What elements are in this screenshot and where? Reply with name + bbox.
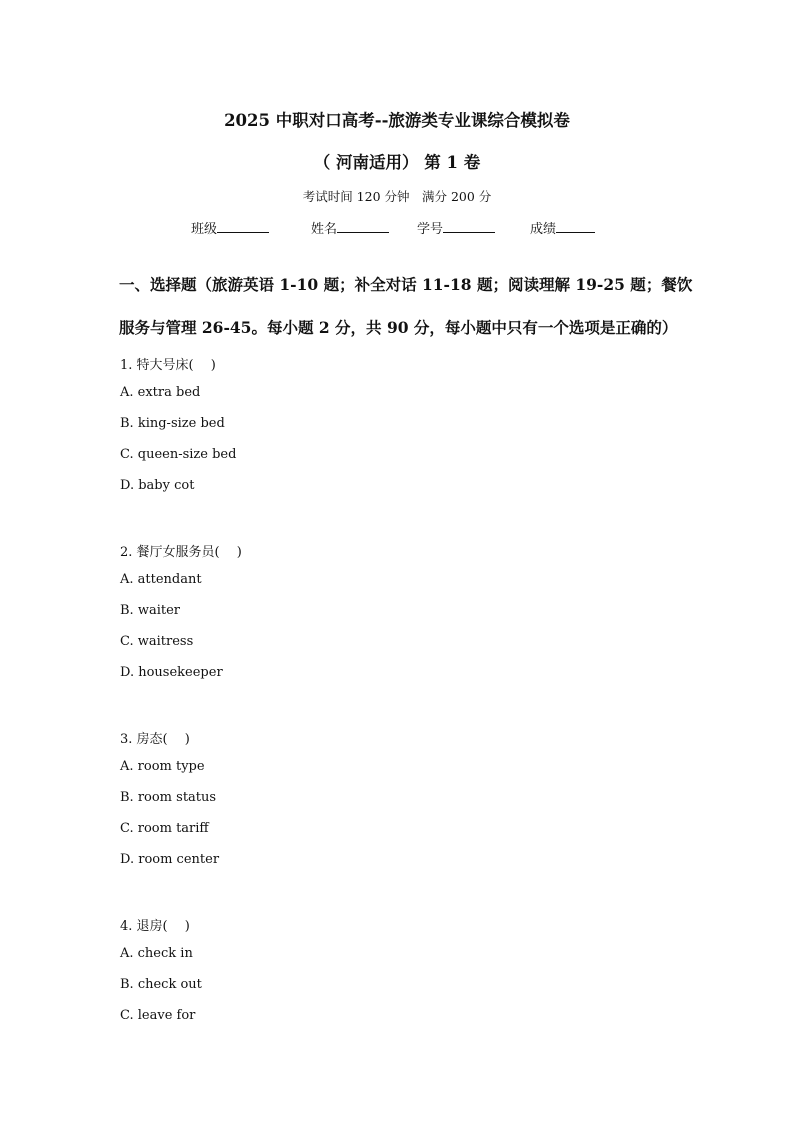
question-3-stem: 3. 房态( ) xyxy=(120,732,190,747)
question-1-option-c: C. queen-size bed xyxy=(120,447,237,462)
field-name xyxy=(311,218,389,237)
question-1-stem: 1. 特大号床( ) xyxy=(120,358,216,373)
question-2-option-d: D. housekeeper xyxy=(120,665,223,680)
question-2-option-c: C. waitress xyxy=(120,634,194,649)
question-2-option-a: A. attendant xyxy=(120,572,202,587)
page-title: 2025 中职对口高考--旅游类专业课综合模拟卷 xyxy=(224,111,570,130)
question-2-option-b: B. waiter xyxy=(120,603,180,618)
exam-meta: 考试时间 120 分钟 满分 200 分 xyxy=(302,189,492,204)
page-subtitle: （ 河南适用） 第 1 卷 xyxy=(313,153,481,172)
field-blank[interactable] xyxy=(556,220,595,233)
question-4-option-b: B. check out xyxy=(120,977,202,992)
field-class xyxy=(191,218,269,237)
question-4-option-c: C. leave for xyxy=(120,1008,196,1023)
question-3-option-c: C. room tariff xyxy=(120,821,209,836)
question-1-option-d: D. baby cot xyxy=(120,478,195,493)
field-blank[interactable] xyxy=(217,220,269,233)
question-1-option-a: A. extra bed xyxy=(120,385,201,400)
question-1-option-b: B. king-size bed xyxy=(120,416,225,431)
section-heading-line-2: 服务与管理 26-45。每小题 2 分，共 90 分，每小题中只有一个选项是正确的） xyxy=(119,318,678,337)
field-blank[interactable] xyxy=(337,220,389,233)
section-heading-line-1: 一、选择题（旅游英语 1-10 题；补全对话 11-18 题；阅读理解 19-25 题；餐饮 xyxy=(119,275,693,294)
question-3-option-b: B. room status xyxy=(120,790,217,805)
field-student-id xyxy=(417,218,495,237)
question-4-option-a: A. check in xyxy=(120,946,193,961)
field-blank[interactable] xyxy=(443,220,495,233)
question-4-stem: 4. 退房( ) xyxy=(120,919,190,934)
field-label: 姓名 xyxy=(311,222,338,237)
question-2-stem: 2. 餐厅女服务员( ) xyxy=(120,545,242,560)
question-3-option-a: A. room type xyxy=(120,759,205,774)
field-score xyxy=(530,218,595,237)
field-label: 班级 xyxy=(191,222,218,237)
field-label: 成绩 xyxy=(530,222,557,237)
field-label: 学号 xyxy=(417,222,444,237)
question-3-option-d: D. room center xyxy=(120,852,220,867)
